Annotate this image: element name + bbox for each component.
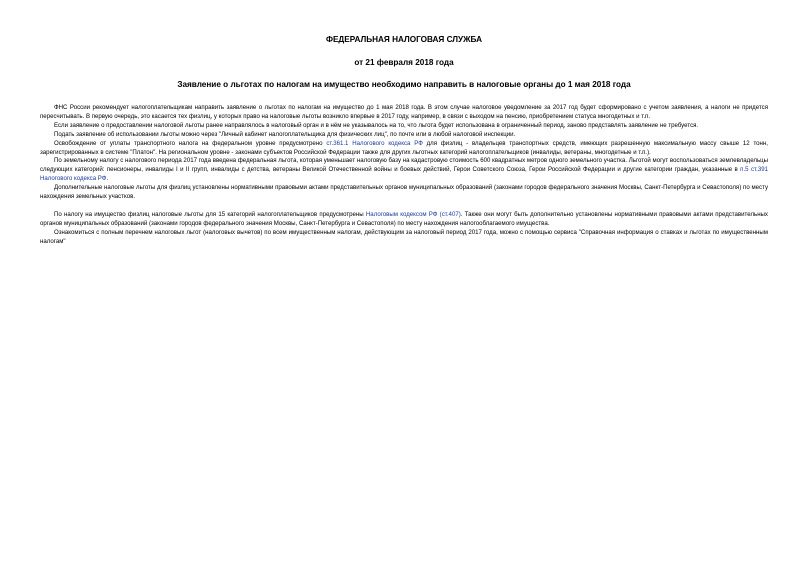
document-body <box>40 104 768 247</box>
paragraph-transport-tax-text-b: для физлиц - владельцев транспортных средств, имеющих разрешенную максимальную массу свыше 12 тонн, зарегистрированных в системе "Платон". На региональном уровне - законами субъектов Российской Федерации также для других льготных категорий налогоплательщиков (инвалиды, ветераны, многодетные и т.п.). <box>40 139 768 156</box>
document-title: Заявление о льготах по налогам на имущество необходимо направить в налоговые органы до 1 мая 2018 года <box>177 80 631 89</box>
paragraph-transport-tax-text-a: Освобождение от уплаты транспортного налога на федеральном уровне предусмотрено <box>54 139 327 147</box>
paragraph-transport-tax <box>40 140 768 158</box>
paragraph-property-tax-text-b: . Также они могут быть дополнительно установлены нормативными правовыми актами представительных органов муниципальных образований (законами городов федерального значения Москвы, Санкт-Петербурга и Севастополя) по месту нахождения налогооблагаемого имущества. <box>40 210 768 227</box>
paragraph-property-tax-text-a: По налогу на имущество физлиц налоговые льготы для 15 категорий налогоплательщиков предусмотрены <box>54 210 366 218</box>
link-article-391[interactable]: п.5 ст.391 Налогового кодекса РФ <box>40 166 768 183</box>
document-page <box>40 34 768 247</box>
link-article-407[interactable]: Налоговым кодексом РФ (ст.407) <box>365 210 461 218</box>
paragraph-local-benefits: Дополнительные налоговые льготы для физлиц установлены нормативными правовыми актами представительных органов муниципальных образований (законами городов федерального значения Москвы, Санкт-Петербурга и Севастополя) по месту нахождения земельных участков. <box>40 184 768 201</box>
paragraph-land-tax-text-a: По земельному налогу с налогового периода 2017 года введена федеральная льгота, которая уменьшает налоговую базу на кадастровую стоимость 600 квадратных метров одного земельного участка. Льготой могут воспользоваться землевладельцы следующих категорий: пенсионеры, инвалиды I и II групп, инвалиды с детства, ветераны Великой Отечественной войны и боевых действий, Герои Советского Союза, Герои Российской Федерации и другие категории граждан, указанные в <box>40 157 768 174</box>
document-organization: ФЕДЕРАЛЬНАЯ НАЛОГОВАЯ СЛУЖБА <box>325 35 483 44</box>
paragraph-land-tax <box>40 157 768 184</box>
paragraph-submit-methods: Подать заявление об использовании льготы можно через "Личный кабинет налогоплательщика для физических лиц", по почте или в любой налоговой инспекции. <box>54 130 516 138</box>
paragraph-recommendation: ФНС России рекомендует налогоплательщикам направить заявление о льготах по налогам на имущество до 1 мая 2018 года. В этом случае налоговое уведомление за 2017 год будет сформировано с учетом заявления, а налоги не придется пересчитывать. В первую очередь, это касается тех физлиц, у которых право на налоговые льготы возникло впервые в 2017 году, например, в связи с выходом на пенсию, приобретением статуса многодетных и т.п. <box>40 104 768 120</box>
paragraph-repeat-application: Если заявление о предоставлении налоговой льготы ранее направлялось в налоговый орган и в нём не указывалось на то, что льгота будет использована в ограниченный период, заново представлять заявление не требуется. <box>54 121 699 129</box>
paragraph-property-tax <box>40 211 768 229</box>
document-date: от 21 февраля 2018 года <box>354 58 454 67</box>
link-article-361-1[interactable]: ст.361.1 Налогового кодекса РФ <box>326 139 423 147</box>
paragraph-land-tax-text-b: . <box>106 175 109 183</box>
paragraph-reference-service: Ознакомиться с полным перечнем налоговых льгот (налоговых вычетов) по всем имущественным налогам, действующим за налоговый период 2017 года, можно с помощью сервиса "Справочная информация о ставках и льготах по имущественным налогам" <box>40 228 768 245</box>
